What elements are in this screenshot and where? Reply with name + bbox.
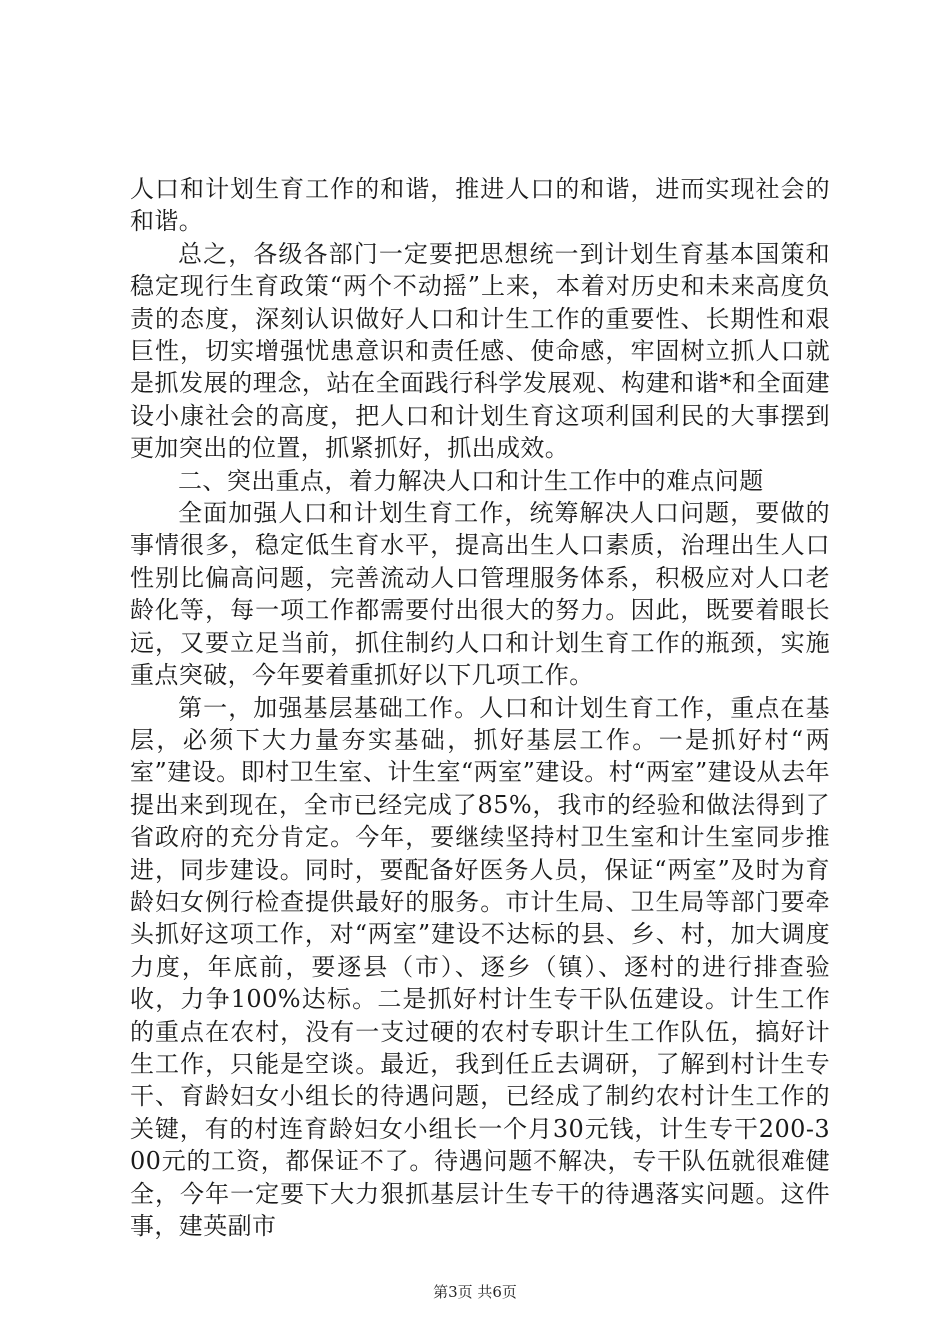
page-footer: 第3页 共6页 — [433, 1283, 517, 1301]
section-heading: 二、突出重点，着力解决人口和计生工作中的难点问题 — [178, 466, 764, 495]
paragraph-continuation: 人口和计划生育工作的和谐，推进人口的和谐，进而实现社会的和谐。 — [130, 175, 830, 236]
paragraph-first-point: 第一，加强基层基础工作。人口和计划生育工作，重点在基层，必须下大力量夯实基础，抓好基层工作。一是抓好村“两室”建设。即村卫生室、计生室“两室”建设。村“两室”建设从去年提出来到现在，全市已经完成了85%，我市的经验和做法得到了省政府的充分肯定。今年，要继续坚持村卫生室和计生室同步推进，同步建设。同时，要配备好医务人员，保证“两室”及时为育龄妇女例行检查提供最好的服务。市计生局、卫生局等部门要牵头抓好这项工作，对“两室”建设不达标的县、乡、村，加大调度力度，年底前，要逐县（市）、逐乡（镇）、逐村的进行排查验收，力争100%达标。二是抓好村计生专干队伍建设。计生工作的重点在农村，没有一支过硬的农村专职计生工作队伍，搞好计生工作，只能是空谈。最近，我到任丘去调研，了解到村计生专干、育龄妇女小组长的待遇问题，已经成了制约农村计生工作的关键，有的村连育龄妇女小组长一个月30元钱，计生专干200-300元的工资，都保证不了。待遇问题不解决，专干队伍就很难健全，今年一定要下大力狠抓基层计生专干的待遇落实问题。这件事，建英副市 — [130, 693, 830, 1240]
paragraph-overview: 全面加强人口和计划生育工作，统筹解决人口问题，要做的事情很多，稳定低生育水平，提高出生人口素质，治理出生人口性别比偏高问题，完善流动人口管理服务体系，积极应对人口老龄化等，每一项工作都需要付出很大的努力。因此，既要着眼长远，又要立足当前，抓住制约人口和计划生育工作的瓶颈，实施重点突破，今年要着重抓好以下几项工作。 — [130, 499, 830, 690]
document-body — [130, 173, 830, 1242]
paragraph-summary: 总之，各级各部门一定要把思想统一到计划生育基本国策和稳定现行生育政策“两个不动摇”上来，本着对历史和未来高度负责的态度，深刻认识做好人口和计生工作的重要性、长期性和艰巨性，切实增强忧患意识和责任感、使命感，牢固树立抓人口就是抓发展的理念，站在全面践行科学发展观、构建和谐*和全面建设小康社会的高度，把人口和计划生育这项利国利民的大事摆到更加突出的位置，抓紧抓好，抓出成效。 — [130, 239, 830, 463]
